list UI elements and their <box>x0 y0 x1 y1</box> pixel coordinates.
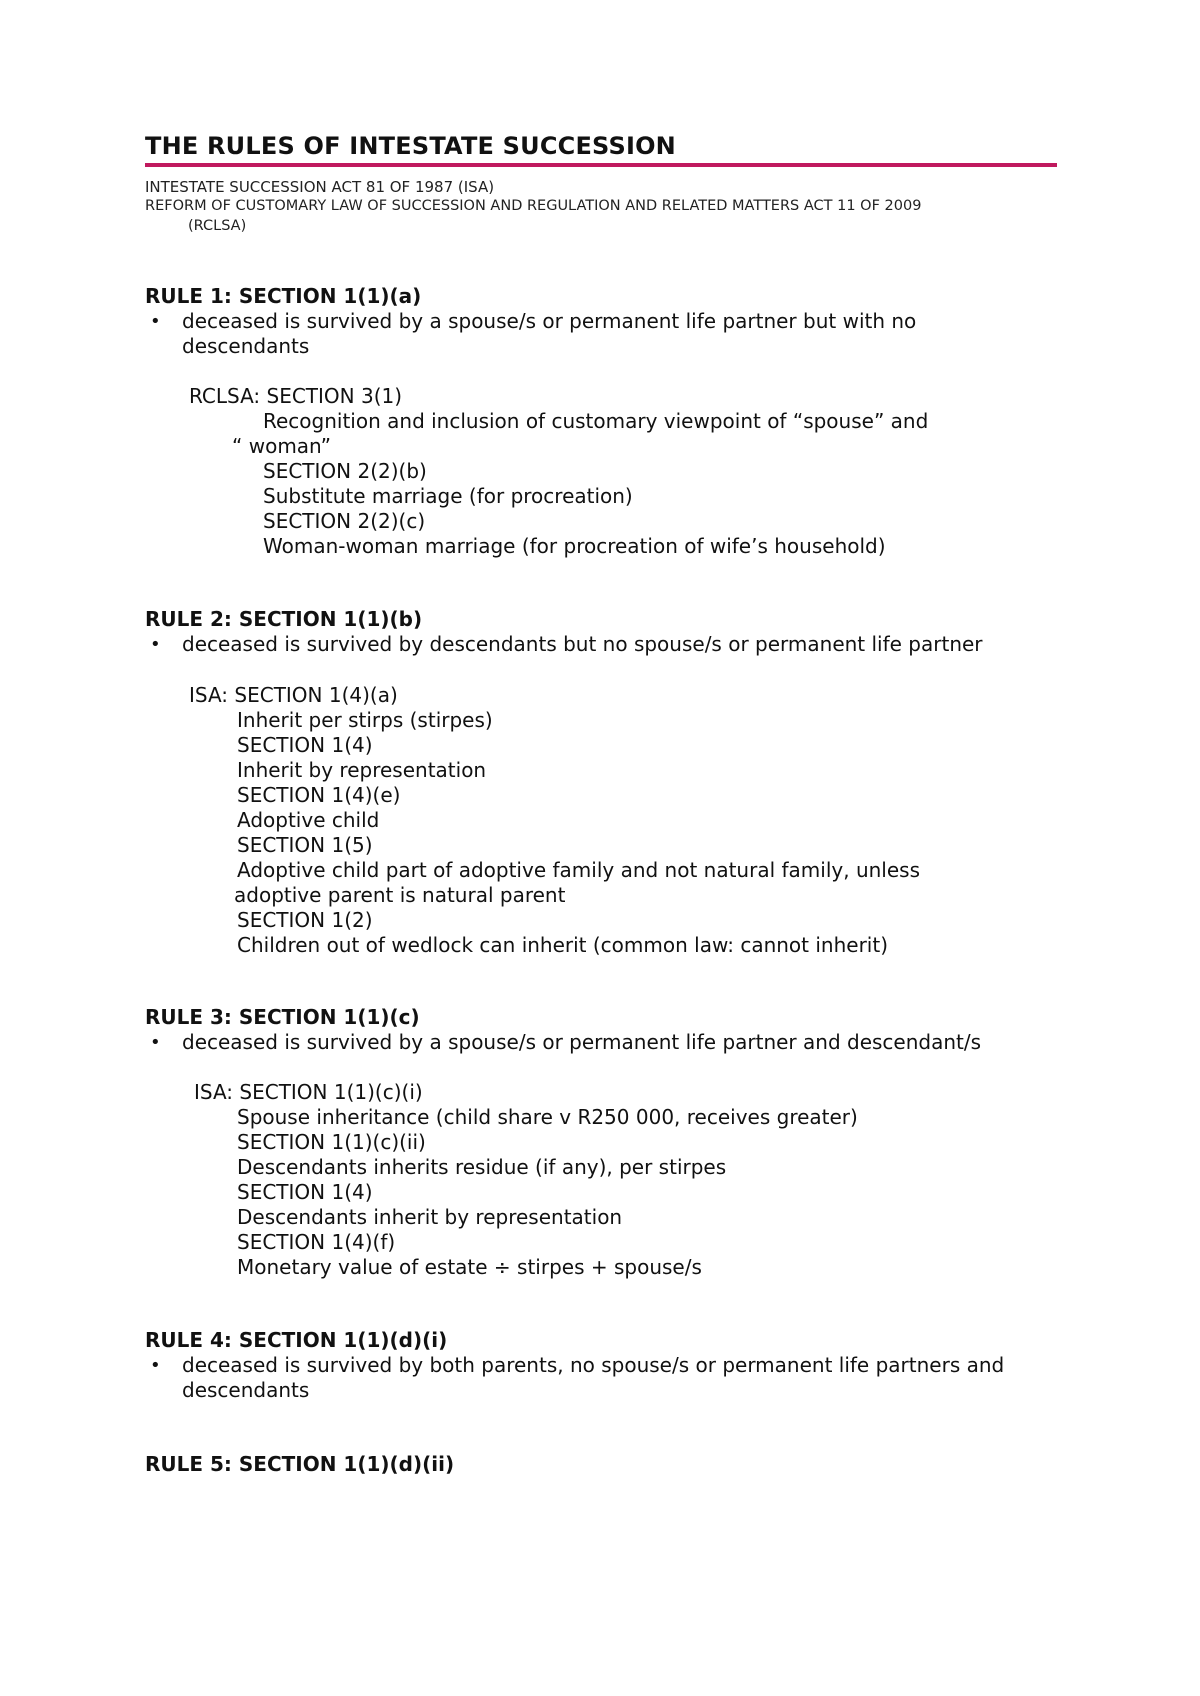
rule-3-bullet-text: deceased is survived by a spouse/s or permanent life partner and descendant/s <box>182 1030 982 1054</box>
act-isa: INTESTATE SUCCESSION ACT 81 OF 1987 (ISA) <box>145 178 495 196</box>
rule-2-line: Inherit by representation <box>237 758 487 782</box>
rule-1-bullet-text: deceased is survived by a spouse/s or permanent life partner but with no <box>182 309 917 333</box>
rule-1-subheading: RCLSA: SECTION 3(1) <box>189 384 403 408</box>
rule-1-line: SECTION 2(2)(b) <box>263 459 427 483</box>
rule-2-line: SECTION 1(5) <box>237 833 373 857</box>
rule-2-line: Inherit per stirps (stirpes) <box>237 708 493 732</box>
rule-3-subheading: ISA: SECTION 1(1)(c)(i) <box>194 1080 423 1104</box>
act-rclsa-abbrev: (RCLSA) <box>188 218 247 234</box>
rule-4-heading: RULE 4: SECTION 1(1)(d)(i) <box>145 1328 448 1352</box>
act-rclsa: REFORM OF CUSTOMARY LAW OF SUCCESSION AND REGULATION AND RELATED MATTERS ACT 11 OF 2009 <box>145 198 922 214</box>
rule-3-line: Descendants inherit by representation <box>237 1205 623 1229</box>
rule-2-subheading: ISA: SECTION 1(4)(a) <box>189 683 398 707</box>
rule-3-line: Descendants inherits residue (if any), per stirpes <box>237 1155 727 1179</box>
rule-3-heading: RULE 3: SECTION 1(1)(c) <box>145 1005 420 1029</box>
rule-4-bullet-icon: • <box>150 1355 161 1376</box>
rule-2-line: SECTION 1(4) <box>237 733 373 757</box>
rule-1-line: Recognition and inclusion of customary viewpoint of “spouse” and <box>263 409 929 433</box>
rule-4-bullet-text-cont: descendants <box>182 1378 310 1402</box>
title-underline <box>145 163 1057 167</box>
document-title: THE RULES OF INTESTATE SUCCESSION <box>145 132 676 160</box>
rule-1-bullet-text-cont: descendants <box>182 334 310 358</box>
rule-2-line: SECTION 1(4)(e) <box>237 783 401 807</box>
rule-3-line: SECTION 1(1)(c)(ii) <box>237 1130 426 1154</box>
rule-3-line: Monetary value of estate ÷ stirpes + spouse/s <box>237 1255 702 1279</box>
rule-2-line: adoptive parent is natural parent <box>234 883 566 907</box>
rule-3-bullet-icon: • <box>150 1032 161 1053</box>
rule-3-line: Spouse inheritance (child share v R250 000, receives greater) <box>237 1105 858 1129</box>
rule-4-bullet-text: deceased is survived by both parents, no spouse/s or permanent life partners and <box>182 1353 1005 1377</box>
rule-2-line: Children out of wedlock can inherit (common law: cannot inherit) <box>237 933 888 957</box>
rule-1-line: SECTION 2(2)(c) <box>263 509 426 533</box>
rule-2-line: Adoptive child part of adoptive family and not natural family, unless <box>237 858 920 882</box>
rule-1-heading: RULE 1: SECTION 1(1)(a) <box>145 284 422 308</box>
rule-2-heading: RULE 2: SECTION 1(1)(b) <box>145 607 423 631</box>
rule-3-line: SECTION 1(4) <box>237 1180 373 1204</box>
rule-5-heading: RULE 5: SECTION 1(1)(d)(ii) <box>145 1452 455 1476</box>
rule-1-line: “ woman” <box>232 434 331 458</box>
rule-1-line: Substitute marriage (for procreation) <box>263 484 633 508</box>
rule-2-bullet-text: deceased is survived by descendants but no spouse/s or permanent life partner <box>182 632 983 656</box>
rule-1-line: Woman-woman marriage (for procreation of wife’s household) <box>263 534 886 558</box>
rule-3-line: SECTION 1(4)(f) <box>237 1230 396 1254</box>
rule-1-bullet-icon: • <box>150 311 161 332</box>
rule-2-line: Adoptive child <box>237 808 380 832</box>
rule-2-line: SECTION 1(2) <box>237 908 373 932</box>
rule-2-bullet-icon: • <box>150 634 161 655</box>
